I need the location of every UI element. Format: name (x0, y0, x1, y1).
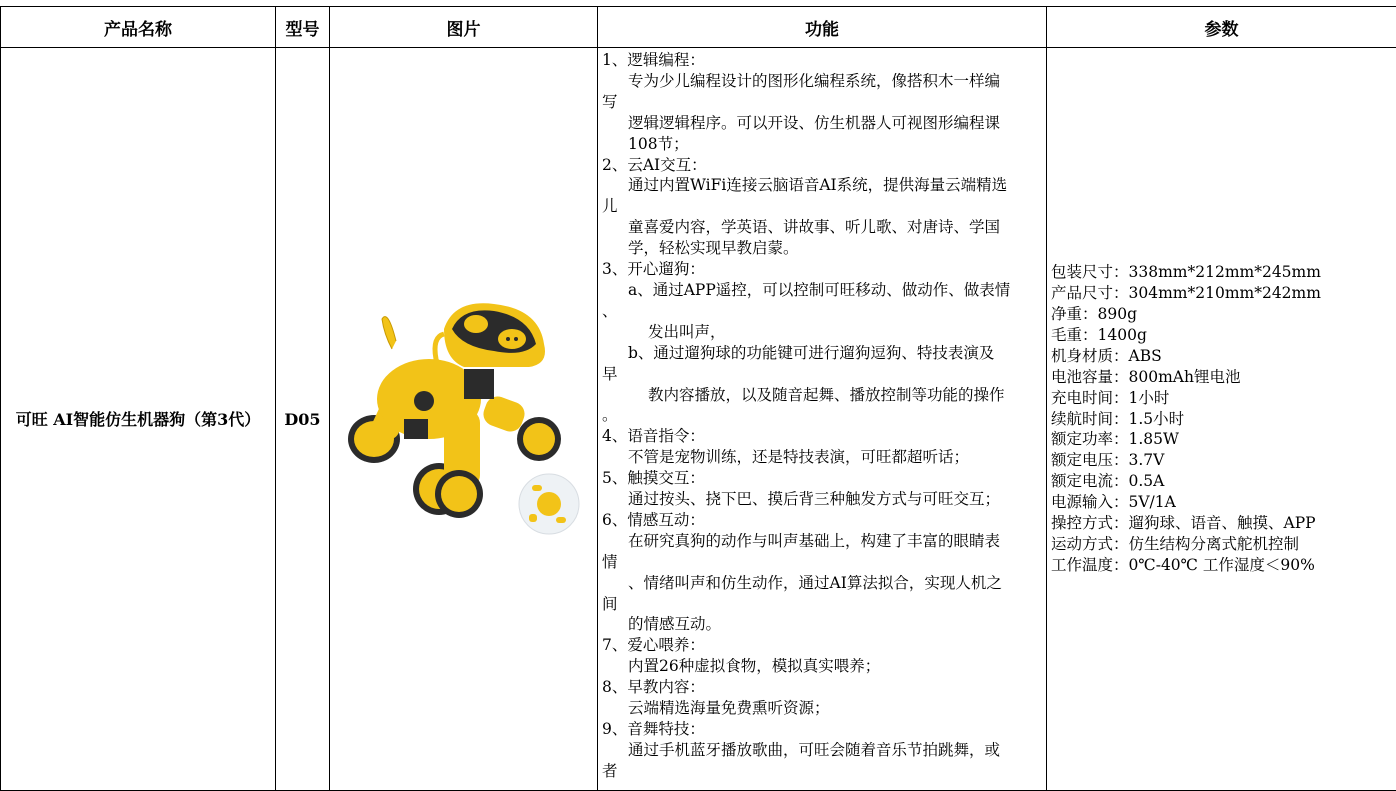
function-line: 6、情感互动： (602, 510, 1046, 531)
param-line: 电源输入：5V/1A (1051, 492, 1396, 513)
param-line: 额定功率：1.85W (1051, 429, 1396, 450)
param-line: 电池容量：800mAh锂电池 (1051, 367, 1396, 388)
function-line: 108节； (602, 134, 1046, 155)
function-line: 早 (602, 364, 1046, 385)
function-line: 通过手机蓝牙播放歌曲，可旺会随着音乐节拍跳舞，或 (602, 740, 1046, 761)
function-line: a、通过APP遥控，可以控制可旺移动、做动作、做表情 (602, 280, 1046, 301)
function-line: 发出叫声， (602, 322, 1046, 343)
function-line: 专为少儿编程设计的图形化编程系统，像搭积木一样编 (602, 71, 1046, 92)
function-line: 童喜爱内容，学英语、讲故事、听儿歌、对唐诗、学国 (602, 217, 1046, 238)
param-line: 毛重：1400g (1051, 325, 1396, 346)
function-line: 5、触摸交互： (602, 468, 1046, 489)
function-line: 教内容播放，以及随音起舞、播放控制等功能的操作 (602, 385, 1046, 406)
product-row (1, 48, 1396, 791)
function-line: 学，轻松实现早教启蒙。 (602, 238, 1046, 259)
function-line: 儿 (602, 196, 1046, 217)
param-line: 运动方式：仿生结构分离式舵机控制 (1051, 534, 1396, 555)
function-line: 内置26种虚拟食物，模拟真实喂养； (602, 656, 1046, 677)
function-line: 、情绪叫声和仿生动作，通过AI算法拟合，实现人机之 (602, 573, 1046, 594)
param-line: 充电时间：1小时 (1051, 388, 1396, 409)
param-line: 工作温度：0℃-40℃ 工作湿度＜90% (1051, 555, 1396, 576)
function-line: 1、逻辑编程： (602, 50, 1046, 71)
function-line: 写 (602, 92, 1046, 113)
header-params: 参数 (1047, 7, 1396, 48)
param-line: 机身材质：ABS (1051, 346, 1396, 367)
product-table (0, 6, 1396, 791)
function-cell (598, 48, 1047, 791)
product-name: 可旺 AI智能仿生机器狗（第3代） (1, 48, 276, 791)
header-name: 产品名称 (1, 7, 276, 48)
function-line: 不管是宠物训练，还是特技表演，可旺都超听话； (602, 447, 1046, 468)
function-line: 9、音舞特技： (602, 719, 1046, 740)
function-line: 2、云AI交互： (602, 155, 1046, 176)
function-line: 8、早教内容： (602, 677, 1046, 698)
function-line: 的情感互动。 (602, 614, 1046, 635)
function-line: 7、爱心喂养： (602, 635, 1046, 656)
function-line: 。 (602, 405, 1046, 426)
function-line: 、 (602, 301, 1046, 322)
param-line: 额定电流：0.5A (1051, 471, 1396, 492)
function-line: 者 (602, 761, 1046, 782)
params-cell (1047, 48, 1396, 791)
function-line: 云端精选海量免费熏听资源； (602, 698, 1046, 719)
param-line: 产品尺寸：304mm*210mm*242mm (1051, 283, 1396, 304)
function-line: 通过内置WiFi连接云脑语音AI系统，提供海量云端精选 (602, 175, 1046, 196)
function-line: 通过按头、挠下巴、摸后背三种触发方式与可旺交互； (602, 489, 1046, 510)
header-image: 图片 (330, 7, 598, 48)
function-line: 在研究真狗的动作与叫声基础上，构建了丰富的眼睛表 (602, 531, 1046, 552)
product-image-cell (330, 48, 598, 791)
function-line: b、通过遛狗球的功能键可进行遛狗逗狗、特技表演及 (602, 343, 1046, 364)
function-line: 间 (602, 594, 1046, 615)
param-line: 包装尺寸：338mm*212mm*245mm (1051, 262, 1396, 283)
robot-dog-image (344, 289, 584, 549)
function-line: 情 (602, 552, 1046, 573)
params-list (1051, 262, 1396, 576)
param-line: 操控方式：遛狗球、语音、触摸、APP (1051, 513, 1396, 534)
function-line: 3、开心遛狗： (602, 259, 1046, 280)
function-list (598, 48, 1046, 790)
header-model: 型号 (276, 7, 330, 48)
param-line: 续航时间：1.5小时 (1051, 409, 1396, 430)
param-line: 额定电压：3.7V (1051, 450, 1396, 471)
param-line: 净重：890g (1051, 304, 1396, 325)
function-line: 4、语音指令： (602, 426, 1046, 447)
product-model: D05 (276, 48, 330, 791)
function-line: 逻辑逻辑程序。可以开设、仿生机器人可视图形编程课 (602, 113, 1046, 134)
header-row (1, 7, 1396, 48)
header-function: 功能 (598, 7, 1047, 48)
